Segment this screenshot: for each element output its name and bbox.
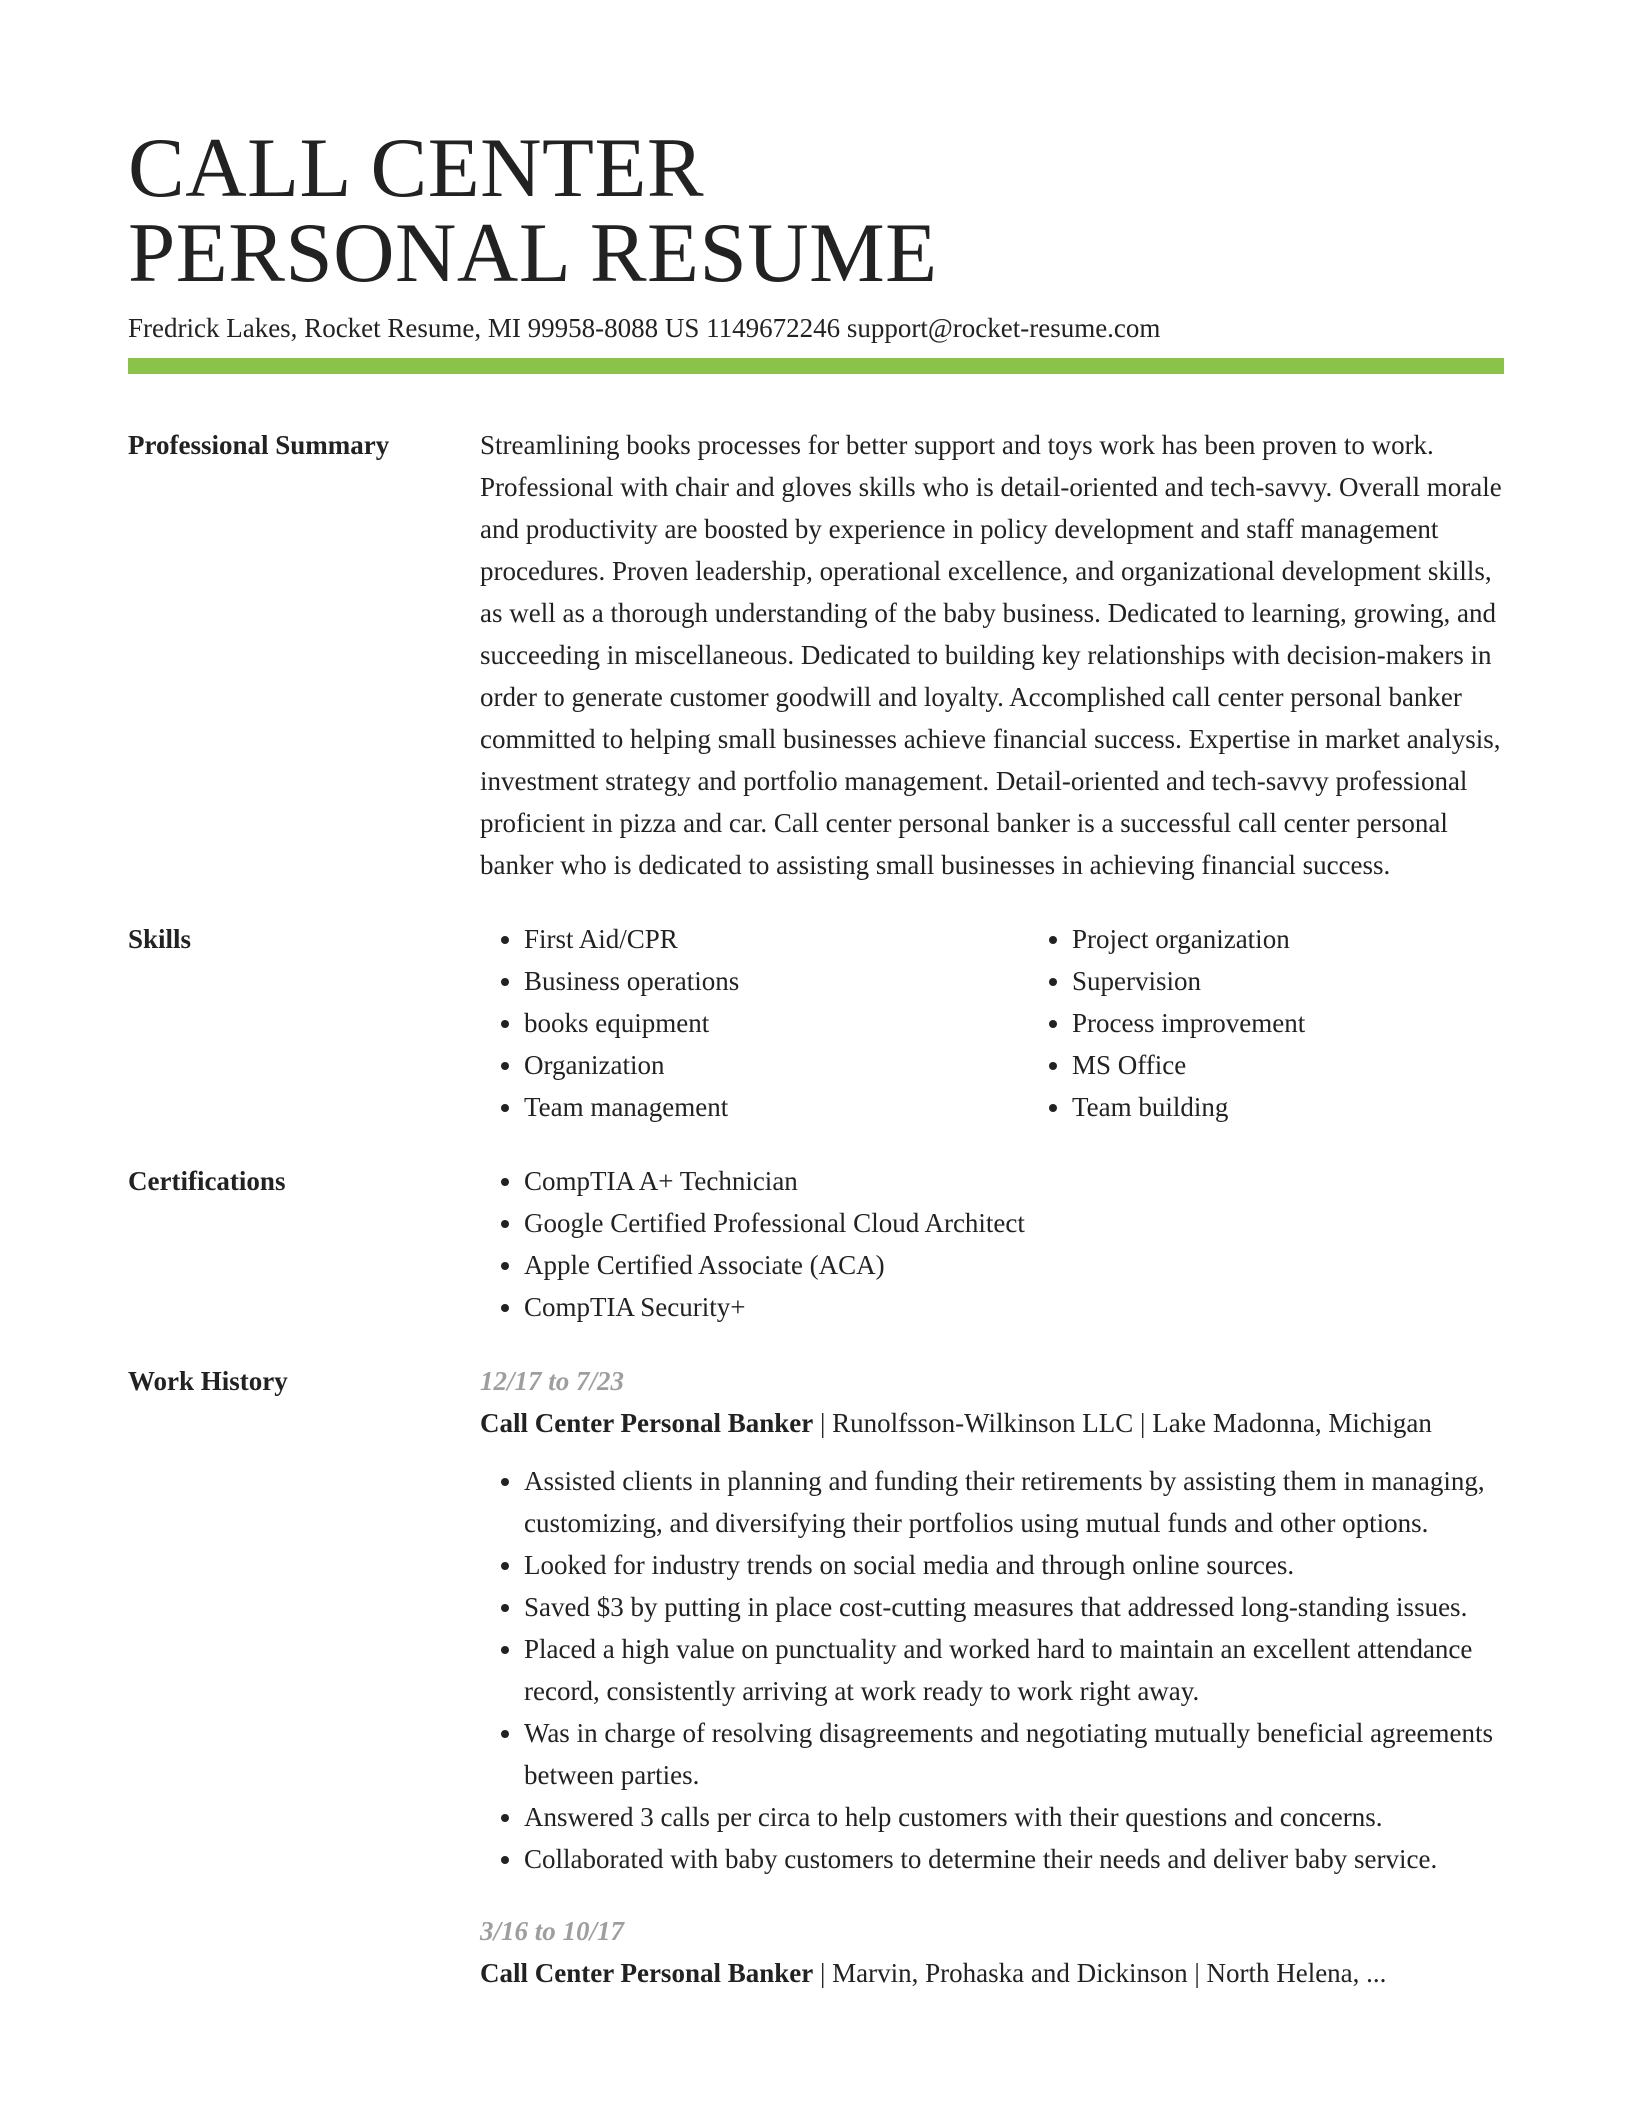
certifications-list (480, 1160, 1504, 1328)
job-heading (480, 1402, 1504, 1444)
job-company-location: | Runolfsson-Wilkinson LLC | Lake Madonna, Michigan (813, 1408, 1432, 1438)
job-company-location: | Marvin, Prohaska and Dickinson | North Helena, ... (813, 1958, 1387, 1988)
accent-divider (128, 358, 1504, 374)
certification-item: • CompTIA Security+ (524, 1286, 1504, 1328)
title-line-2: PERSONAL RESUME (128, 206, 938, 300)
job-heading (480, 1952, 1504, 1994)
job-entry (480, 1360, 1504, 1880)
skills-section (128, 918, 1504, 1128)
job-bullet: • Assisted clients in planning and funding their retirements by assisting them in managing, customizing, and diversifying their portfolios using mutual funds and other options. (524, 1460, 1504, 1544)
summary-label: Professional Summary (128, 430, 390, 460)
summary-text: Streamlining books processes for better support and toys work has been proven to work. Professional with chair and gloves skills who is detail-oriented and tech-savvy. Overall morale and productivity are boosted by experience in policy development and staff management procedures. Proven leadership, operational excellence, and organizational development skills, as well as a thorough understanding of the baby business. Dedicated to learning, growing, and succeeding in miscellaneous. Dedicated to building key relationships with decision-makers in order to generate customer goodwill and loyalty. Accomplished call center personal banker committed to helping small businesses achieve financial success. Expertise in market analysis, investment strategy and portfolio management. Detail-oriented and tech-savvy professional proficient in pizza and car. Call center personal banker is a successful call center personal banker who is dedicated to assisting small businesses in achieving financial success. (480, 430, 1502, 880)
skill-item: • MS Office (1072, 1044, 1576, 1086)
title-line-1: CALL CENTER (128, 121, 705, 215)
job-bullet: • Was in charge of resolving disagreements and negotiating mutually beneficial agreements between parties. (524, 1712, 1504, 1796)
certifications-label: Certifications (128, 1166, 286, 1196)
skill-item: • Organization (524, 1044, 1028, 1086)
certification-item: • CompTIA A+ Technician (524, 1160, 1504, 1202)
job-bullet: • Answered 3 calls per circa to help customers with their questions and concerns. (524, 1796, 1504, 1838)
job-entry (480, 1910, 1504, 1994)
skills-grid (480, 918, 1576, 1128)
summary-section (128, 424, 1504, 886)
certification-item: • Google Certified Professional Cloud Architect (524, 1202, 1504, 1244)
work-history-label: Work History (128, 1366, 288, 1396)
skills-column-1 (480, 918, 1028, 1128)
contact-line: Fredrick Lakes, Rocket Resume, MI 99958-8088 US 1149672246 support@rocket-resume.com (128, 313, 1161, 343)
resume-page (128, 0, 1504, 1994)
skill-item: • First Aid/CPR (524, 918, 1028, 960)
skill-item: • Team management (524, 1086, 1028, 1128)
skill-item: • books equipment (524, 1002, 1028, 1044)
skill-item: • Team building (1072, 1086, 1576, 1128)
skills-label: Skills (128, 924, 192, 954)
skill-item: • Process improvement (1072, 1002, 1576, 1044)
job-title: Call Center Personal Banker (480, 1408, 814, 1438)
job-title: Call Center Personal Banker (480, 1958, 814, 1988)
job-dates: 3/16 to 10/17 (480, 1916, 625, 1946)
job-bullet: • Looked for industry trends on social media and through online sources. (524, 1544, 1504, 1586)
skill-item: • Project organization (1072, 918, 1576, 960)
skill-item: • Business operations (524, 960, 1028, 1002)
resume-title (128, 0, 1504, 300)
certification-item: • Apple Certified Associate (ACA) (524, 1244, 1504, 1286)
job-bullet: • Collaborated with baby customers to determine their needs and deliver baby service. (524, 1838, 1504, 1880)
job-dates: 12/17 to 7/23 (480, 1366, 625, 1396)
skill-item: • Supervision (1072, 960, 1576, 1002)
job-bullets (480, 1460, 1504, 1880)
job-bullet: • Placed a high value on punctuality and worked hard to maintain an excellent attendance record, consistently arriving at work ready to work right away. (524, 1628, 1504, 1712)
work-history-section (128, 1360, 1504, 1994)
job-bullet: • Saved $3 by putting in place cost-cutting measures that addressed long-standing issues. (524, 1586, 1504, 1628)
skills-column-2 (1028, 918, 1576, 1128)
certifications-section (128, 1160, 1504, 1328)
